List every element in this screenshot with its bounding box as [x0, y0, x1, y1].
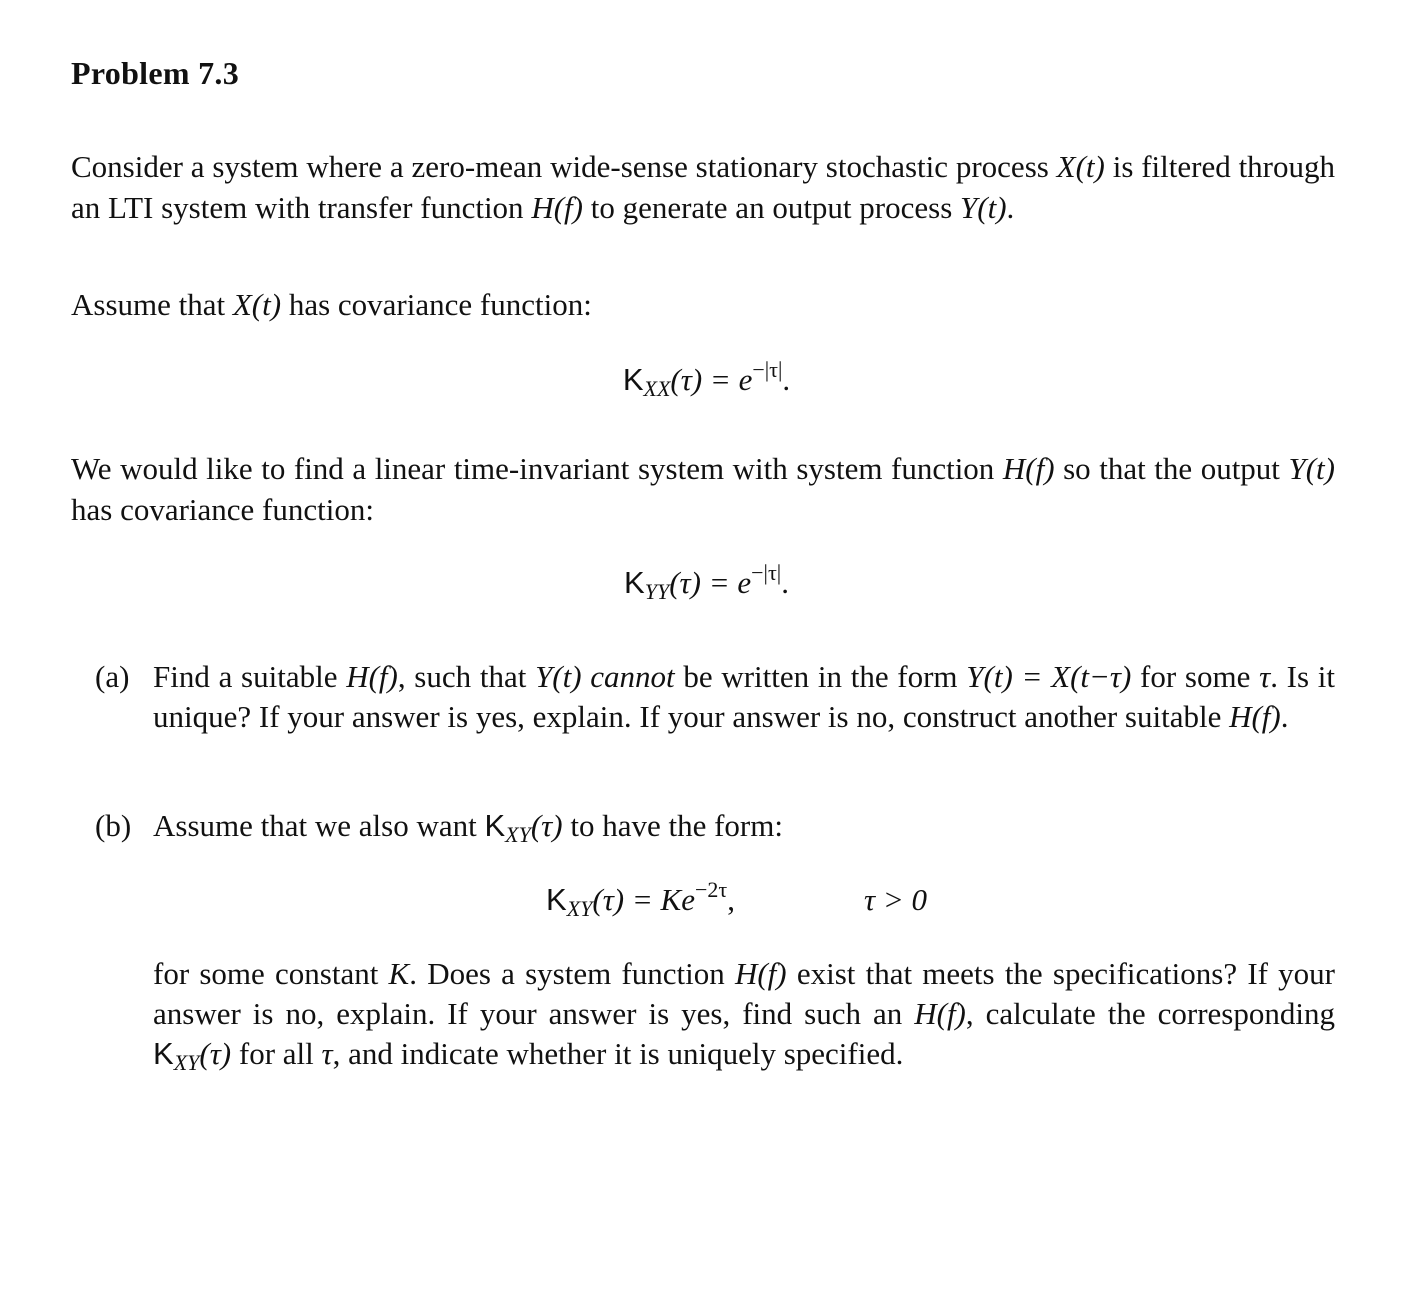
intro-text-4: .: [1006, 190, 1015, 225]
intro-text-3: to generate an output process: [582, 190, 961, 225]
part-b-text-2: to have the form:: [562, 808, 783, 843]
math-h-of-f: H(f): [531, 190, 583, 225]
math-tau: τ: [1259, 659, 1271, 694]
intro-paragraph: [71, 146, 1335, 228]
find-paragraph: [71, 448, 1335, 530]
math-y-of-t: Y(t): [960, 190, 1007, 225]
kernel-symbol: K: [484, 808, 506, 843]
math-x-of-t: X(t): [232, 287, 282, 322]
subscript-xy: XY: [566, 896, 593, 921]
kernel-symbol: K: [624, 565, 645, 600]
equation-kyy: [0, 560, 1413, 604]
exponent: −2τ: [694, 877, 728, 902]
kernel-symbol: K: [622, 362, 644, 397]
part-a-emphasis: cannot: [590, 659, 675, 694]
math-tau: τ: [321, 1036, 333, 1071]
part-a-text-7: .: [1280, 699, 1289, 734]
intro-text-1: Consider a system where a zero-mean wide-sense stationary stochastic process: [71, 149, 1057, 184]
equation-rhs: (τ) = e: [670, 362, 753, 397]
part-b-text-4: . Does a system function: [409, 956, 735, 991]
part-a-text-6: . Is it unique? If your answer is yes, explain. If your answer is no, construct another suitable: [153, 659, 1335, 734]
exponent: −|τ|: [751, 560, 782, 585]
subscript-xy: XY: [173, 1050, 200, 1075]
exponent: −|τ|: [752, 357, 783, 382]
subscript-xx: XX: [643, 376, 671, 401]
math-h-of-f: H(f): [1002, 451, 1055, 486]
period: .: [781, 565, 789, 600]
equation-condition: [864, 880, 927, 920]
part-b-intro: [153, 806, 1335, 846]
math-h-of-f: H(f): [346, 659, 398, 694]
math-h-of-f: H(f): [914, 996, 966, 1031]
math-y-of-t: Y(t): [535, 659, 582, 694]
part-a-text-5: for some: [1131, 659, 1260, 694]
equation-rhs: (τ) = Ke: [592, 882, 695, 917]
part-a-label: (a): [95, 659, 130, 694]
part-b-text-6: , calculate the corresponding: [965, 996, 1335, 1031]
math-form: Y(t) = X(t−τ): [966, 659, 1132, 694]
find-text-3: has covariance function:: [71, 492, 374, 527]
part-b-text-5: exist that meets the specifications? If your answer is no, explain. If your answer is yes, find such an: [153, 956, 1336, 1031]
find-text-1: We would like to find a linear time-invariant system with system function: [71, 451, 1003, 486]
part-a-text-2: , such that: [397, 659, 536, 694]
math-x-of-t: X(t): [1056, 149, 1105, 184]
condition-text: τ > 0: [864, 882, 928, 917]
comma: ,: [727, 882, 735, 917]
part-b-text-3: for some constant: [153, 956, 389, 991]
subscript-xy: XY: [505, 822, 531, 847]
part-b-text-1: Assume that we also want: [153, 808, 485, 843]
math-k: K: [388, 956, 410, 991]
math-tau-arg: (τ): [199, 1036, 232, 1071]
equation-kxy: [546, 877, 735, 921]
assume-text-2: has covariance function:: [281, 287, 592, 322]
part-a-text-4: be written in the form: [674, 659, 967, 694]
part-b-text-7: for all: [231, 1036, 322, 1071]
page-title: Problem 7.3: [71, 55, 240, 91]
subscript-yy: YY: [644, 579, 670, 604]
kernel-symbol: K: [546, 882, 567, 917]
equation-kxx: [0, 357, 1413, 401]
math-tau-arg: (τ): [530, 808, 563, 843]
period: .: [782, 362, 791, 397]
kernel-symbol: K: [153, 1036, 174, 1071]
find-text-2: so that the output: [1054, 451, 1289, 486]
assume-paragraph: [71, 284, 1335, 325]
part-a-body: [153, 657, 1335, 737]
part-b-label: (b): [95, 808, 132, 843]
math-h-of-f: H(f): [734, 956, 787, 991]
equation-rhs: (τ) = e: [669, 565, 752, 600]
intro-text-2: is filtered through an LTI system with transfer function: [71, 149, 1336, 225]
assume-text-1: Assume that: [71, 287, 233, 322]
part-b-body: [153, 954, 1335, 1074]
part-a-text-1: Find a suitable: [153, 659, 347, 694]
math-y-of-t: Y(t): [1288, 451, 1335, 486]
part-b-text-8: , and indicate whether it is uniquely specified.: [332, 1036, 904, 1071]
math-h-of-f: H(f): [1229, 699, 1281, 734]
